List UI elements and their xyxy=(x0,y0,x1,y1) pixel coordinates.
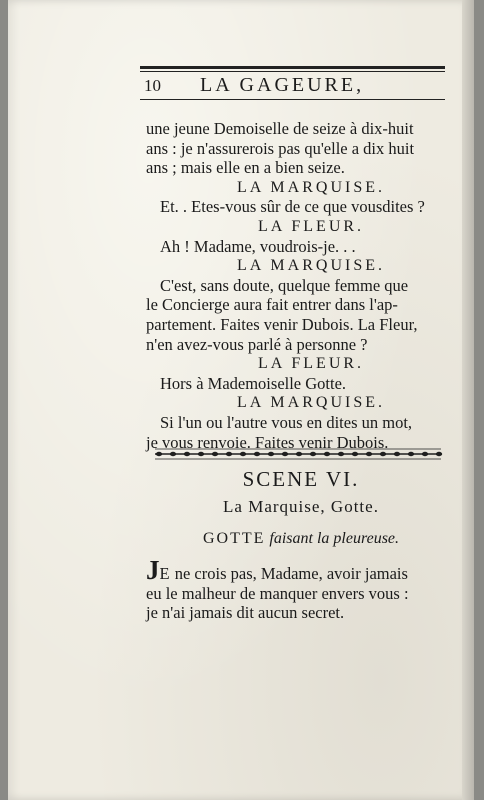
ornament-knot xyxy=(226,452,232,456)
speaker-name: LA MARQUISE. xyxy=(236,257,385,275)
speech-line: eu le malheur de manquer envers vous : xyxy=(146,583,409,603)
text-line: C'est, sans doute, quelque femme que xyxy=(160,275,409,295)
speaker-name: LA MARQUISE. xyxy=(236,394,385,412)
text-line: le Concierge aura fait entrer dans l'ap- xyxy=(146,295,398,315)
ornament-knot xyxy=(170,452,176,456)
ornamental-divider xyxy=(153,447,443,461)
drop-cap-rest: E xyxy=(159,564,171,583)
text-line: une jeune Demoiselle de seize à dix-huit xyxy=(146,119,414,138)
ornament-knot xyxy=(408,452,414,456)
ornament-knot xyxy=(184,452,190,456)
header-rule-thick xyxy=(140,66,445,69)
text-line: Si l'un ou l'autre vous en dites un mot, xyxy=(160,412,413,432)
page-number: 10 xyxy=(144,76,161,95)
drop-cap: J xyxy=(146,555,160,585)
ornament-knot xyxy=(198,452,204,456)
page-edge xyxy=(462,0,474,800)
ornament-knot xyxy=(156,452,162,456)
ornament-knot xyxy=(282,452,288,456)
text-line: Hors à Mademoiselle Gotte. xyxy=(160,373,347,393)
ornament-knot xyxy=(254,452,260,456)
ornament-knot xyxy=(436,452,442,456)
speaker-name: LA FLEUR. xyxy=(257,355,365,373)
text-line: je vous renvoie. Faites venir Dubois. xyxy=(146,432,389,452)
ornament-knot xyxy=(310,452,316,456)
text-line: ans : je n'assurerois pas qu'elle a dix huit xyxy=(146,138,415,158)
dialogue-body xyxy=(146,119,456,452)
stage-direction xyxy=(146,530,456,548)
ornament-knot xyxy=(212,452,218,456)
text-line: Et. . Etes-vous sûr de ce que vousdites ? xyxy=(160,197,425,217)
speech-line: je n'ai jamais dit aucun secret. xyxy=(146,603,345,623)
text-line: Ah ! Madame, voudrois-je. . . xyxy=(160,236,356,256)
text-line: n'en avez-vous parlé à personne ? xyxy=(146,334,368,354)
scene-characters: La Marquise, Gotte. xyxy=(223,497,379,516)
text-line: ans ; mais elle en a bien seize. xyxy=(146,158,345,178)
text-line: partement. Faites venir Dubois. La Fleur, xyxy=(146,314,418,334)
scene-title: SCENE VI. xyxy=(242,467,360,491)
ornament-knot xyxy=(240,452,246,456)
ornament-knot xyxy=(380,452,386,456)
ornament-knot xyxy=(324,452,330,456)
header-rule-thin xyxy=(140,71,445,72)
ornament-knot xyxy=(338,452,344,456)
header-rule-bottom xyxy=(140,99,445,100)
ornament-knot xyxy=(394,452,400,456)
ornament-knot xyxy=(422,452,428,456)
speech-line-first xyxy=(146,555,461,585)
speaker-name: LA FLEUR. xyxy=(257,217,365,235)
speech-line-text: ne crois pas, Madame, avoir jamais xyxy=(170,564,408,583)
stage-speaker: GOTTE xyxy=(202,530,266,547)
ornament-knot xyxy=(268,452,274,456)
page-header xyxy=(140,66,445,100)
ornament-knot xyxy=(366,452,372,456)
final-speech xyxy=(146,555,461,623)
running-head: LA GAGEURE, xyxy=(200,74,365,96)
ornament-knot xyxy=(352,452,358,456)
stage-action: faisant la pleureuse. xyxy=(269,530,400,547)
speaker-name: LA MARQUISE. xyxy=(236,178,385,196)
ornament-knot xyxy=(296,452,302,456)
